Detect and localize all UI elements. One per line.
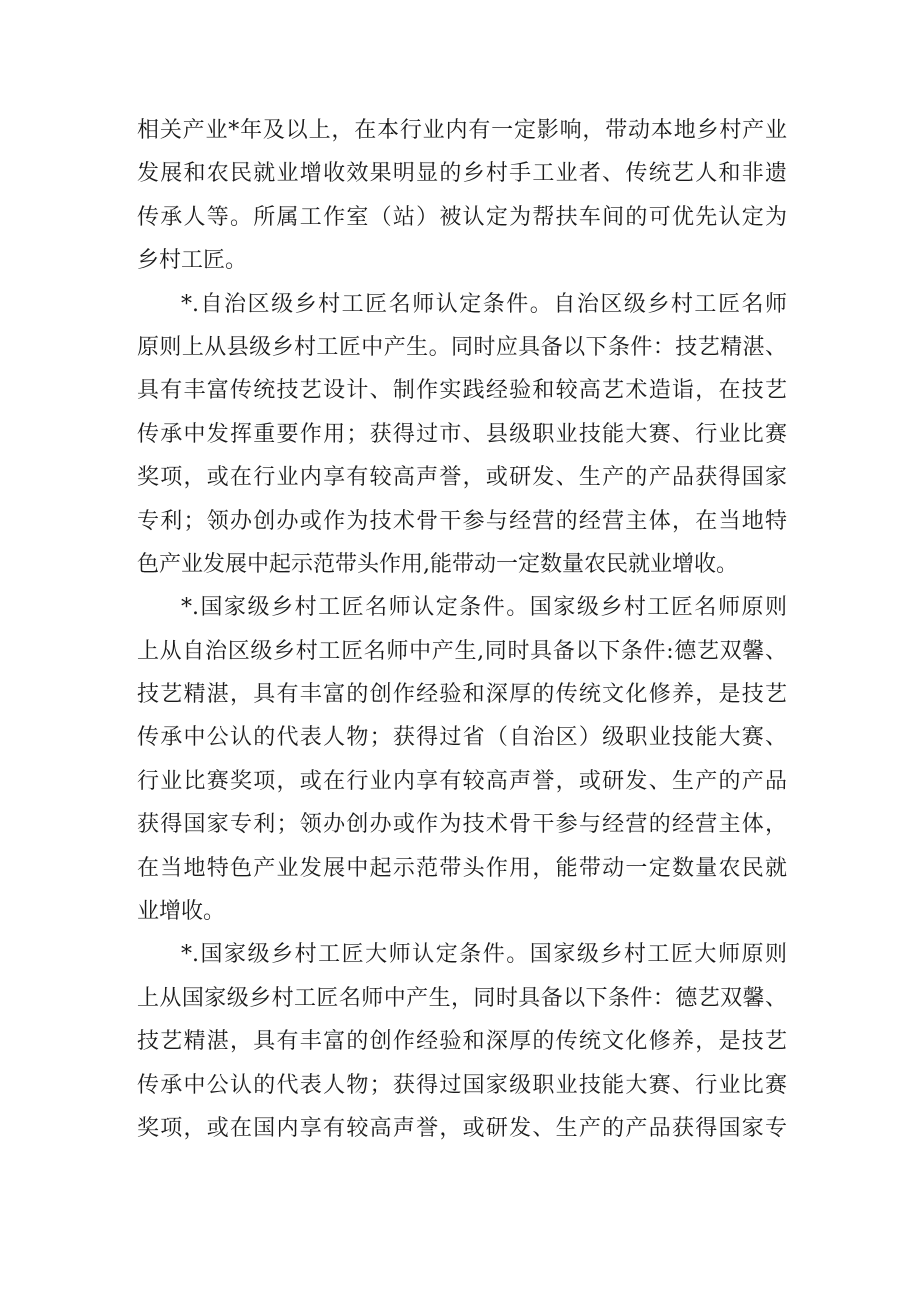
paragraph-3-line-2: 上从自治区级乡村工匠名师中产生,同时具备以下条件:德艺双馨、 bbox=[137, 638, 787, 664]
paragraph-2-line-7: 色产业发展中起示范带头作用,能带动一定数量农民就业增收。 bbox=[137, 551, 738, 577]
paragraph-4-line-1: *.国家级乡村工匠大师认定条件。国家级乡村工匠大师原则 bbox=[181, 942, 787, 968]
paragraph-2-line-5: 奖项，或在行业内享有较高声誉，或研发、生产的产品获得国家 bbox=[137, 465, 787, 491]
paragraph-1-line-4: 乡村工匠。 bbox=[137, 248, 248, 274]
paragraph-3-line-5: 行业比赛奖项，或在行业内享有较高声誉，或研发、生产的产品 bbox=[137, 768, 787, 794]
paragraph-3-line-8: 业增收。 bbox=[137, 899, 226, 925]
paragraph-1-line-2: 发展和农民就业增收效果明显的乡村手工业者、传统艺人和非遗 bbox=[137, 161, 787, 187]
paragraph-1-line-3: 传承人等。所属工作室（站）被认定为帮扶车间的可优先认定为 bbox=[137, 204, 787, 230]
body-text bbox=[137, 109, 787, 1150]
paragraph-3-line-6: 获得国家专利；领办创办或作为技术骨干参与经营的经营主体， bbox=[137, 812, 787, 838]
paragraph-3-line-1: *.国家级乡村工匠名师认定条件。国家级乡村工匠名师原则 bbox=[181, 595, 787, 621]
paragraph-2-line-3: 具有丰富传统技艺设计、制作实践经验和较高艺术造诣，在技艺 bbox=[137, 378, 787, 404]
paragraph-4-line-4: 传承中公认的代表人物；获得过国家级职业技能大赛、行业比赛 bbox=[137, 1072, 787, 1098]
paragraph-4-line-2: 上从国家级乡村工匠名师中产生，同时具备以下条件：德艺双馨、 bbox=[137, 985, 787, 1011]
paragraph-2-line-4: 传承中发挥重要作用；获得过市、县级职业技能大赛、行业比赛 bbox=[137, 421, 787, 447]
paragraph-3-line-7: 在当地特色产业发展中起示范带头作用，能带动一定数量农民就 bbox=[137, 855, 787, 881]
paragraph-2-line-2: 原则上从县级乡村工匠中产生。同时应具备以下条件：技艺精湛、 bbox=[137, 334, 787, 360]
paragraph-1-line-1: 相关产业*年及以上，在本行业内有一定影响，带动本地乡村产业 bbox=[137, 118, 787, 143]
paragraph-4-line-5: 奖项，或在国内享有较高声誉，或研发、生产的产品获得国家专 bbox=[137, 1115, 787, 1141]
paragraph-2-line-1: *.自治区级乡村工匠名师认定条件。自治区级乡村工匠名师 bbox=[181, 291, 787, 317]
paragraph-3-line-4: 传承中公认的代表人物；获得过省（自治区）级职业技能大赛、 bbox=[137, 725, 787, 751]
paragraph-3-line-3: 技艺精湛，具有丰富的创作经验和深厚的传统文化修养，是技艺 bbox=[137, 682, 787, 708]
paragraph-2-line-6: 专利；领办创办或作为技术骨干参与经营的经营主体，在当地特 bbox=[137, 508, 787, 534]
paragraph-4-line-3: 技艺精湛，具有丰富的创作经验和深厚的传统文化修养，是技艺 bbox=[137, 1029, 787, 1055]
